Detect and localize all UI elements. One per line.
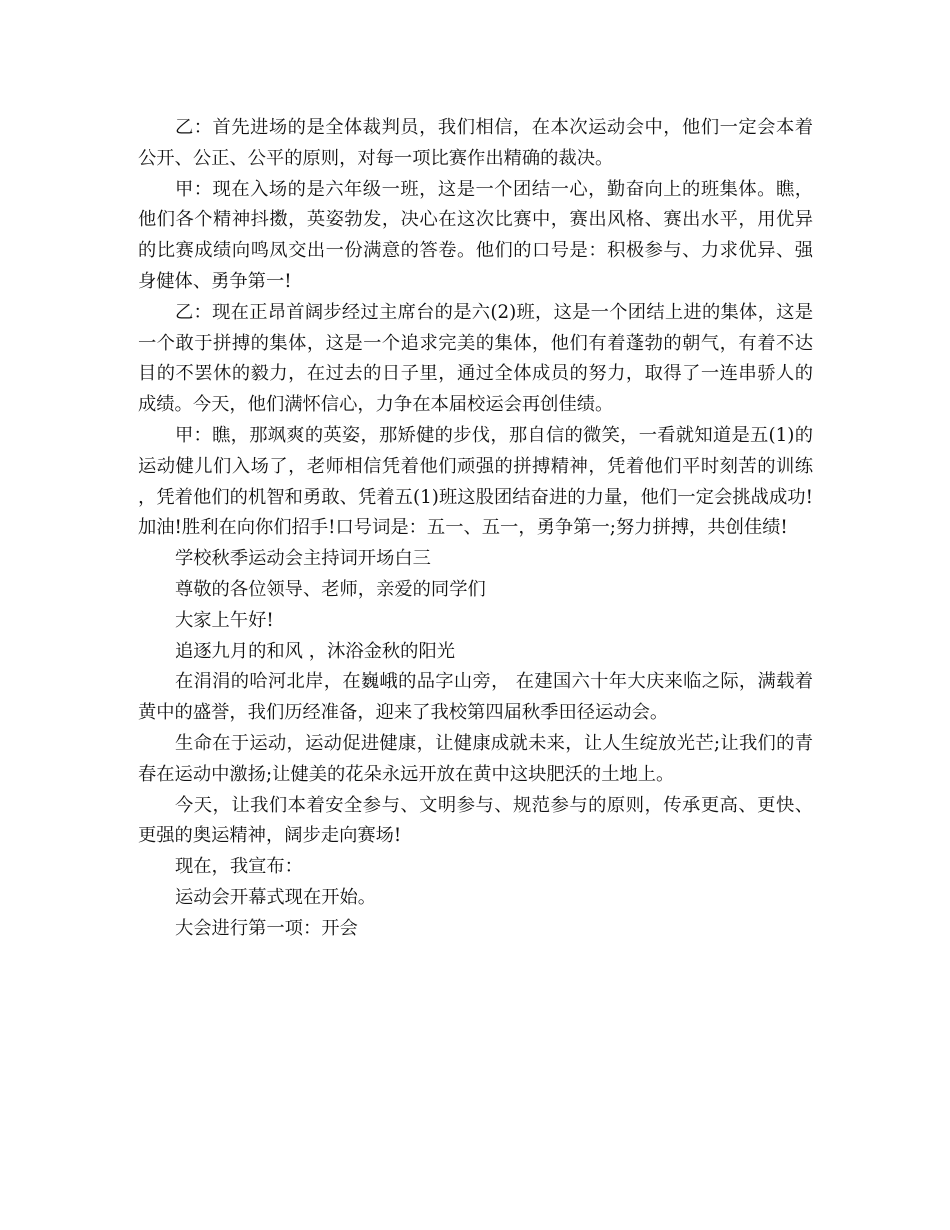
paragraph: 今天，让我们本着安全参与、文明参与、规范参与的原则，传承更高、更快、更强的奥运精神，阔步走向赛场! — [138, 794, 813, 847]
paragraph: 乙：首先进场的是全体裁判员，我们相信，在本次运动会中，他们一定会本着公开、公正、公平的原则，对每一项比赛作出精确的裁决。 — [138, 117, 813, 169]
paragraph: 甲：瞧，那飒爽的英姿，那矫健的步伐，那自信的微笑，一看就知道是五(1)的运动健儿们入场了，老师相信凭着他们顽强的拼搏精神，凭着他们平时刻苦的训练，凭着他们的机智和勇敢、凭着五(1)班这股团结奋进的力量，他们一定会挑战成功!加油!胜利在向你们招手!口号词是：五一、五一，勇争第一;努力拼搏，共创佳绩! — [138, 424, 813, 539]
paragraph: 在涓涓的哈河北岸，在巍峨的品字山旁， 在建国六十年大庆来临之际，满载着黄中的盛誉，我们历经准备，迎来了我校第四届秋季田径运动会。 — [138, 671, 813, 724]
document-body — [138, 113, 813, 945]
paragraph: 乙：现在正昂首阔步经过主席台的是六(2)班，这是一个团结上进的集体，这是一个敢于拼搏的集体，这是一个追求完美的集体，他们有着蓬勃的朝气，有着不达目的不罢休的毅力，在过去的日子里，通过全体成员的努力，取得了一连串骄人的成绩。今天，他们满怀信心，力争在本届校运会再创佳绩。 — [138, 301, 813, 416]
greeting-line: 大家上午好! — [175, 609, 274, 631]
paragraph: 甲：现在入场的是六年级一班，这是一个团结一心，勤奋向上的班集体。瞧，他们各个精神抖擞，英姿勃发，决心在这次比赛中，赛出风格、赛出水平，用优异的比赛成绩向鸣凤交出一份满意的答卷。他们的口号是：积极参与、力求优异、强身健体、勇争第一! — [138, 178, 813, 292]
paragraph: 运动会开幕式现在开始。 — [175, 886, 377, 908]
paragraph: 生命在于运动，运动促进健康，让健康成就未来，让人生绽放光芒;让我们的青春在运动中激扬;让健美的花朵永远开放在黄中这块肥沃的土地上。 — [138, 732, 813, 785]
paragraph: 现在，我宣布： — [175, 856, 303, 878]
greeting-line: 尊敬的各位领导、老师，亲爱的同学们 — [175, 578, 486, 600]
section-heading: 学校秋季运动会主持词开场白三 — [175, 548, 431, 570]
paragraph: 追逐九月的和风 ，沐浴金秋的阳光 — [175, 640, 456, 662]
paragraph: 大会进行第一项：开会 — [175, 917, 358, 939]
